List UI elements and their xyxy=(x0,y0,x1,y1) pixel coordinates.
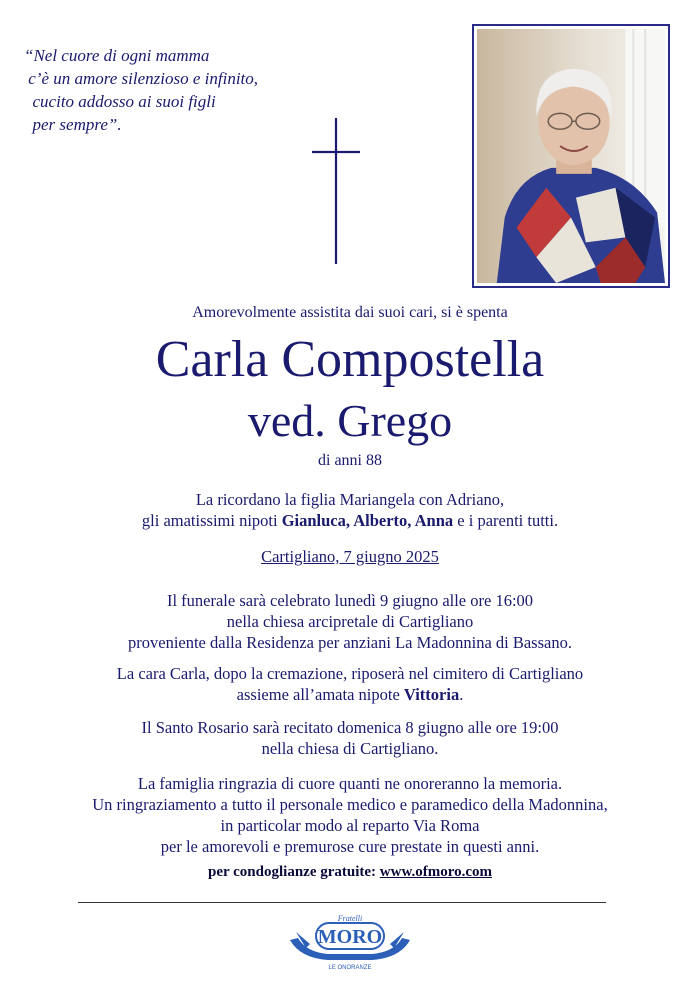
memorial-quote xyxy=(24,44,258,136)
quote-line: per sempre”. xyxy=(24,115,122,134)
thanks-text xyxy=(0,773,700,857)
granddaughter-name: Vittoria xyxy=(403,685,460,704)
thanks-line: La famiglia ringrazia di cuore quanti ne onoreranno la memoria. xyxy=(137,774,563,793)
thanks-line: per le amorevoli e premurose cure prestate in questi anni. xyxy=(160,837,540,856)
resting-info xyxy=(0,663,700,705)
rosary-info xyxy=(0,717,700,759)
logo-bottom-text: LE ONORANZE xyxy=(328,965,372,971)
condolences xyxy=(0,864,700,881)
portrait-image xyxy=(477,29,665,283)
deceased-age: di anni 88 xyxy=(318,452,382,469)
quote-line: c’è un amore silenzioso e infinito, xyxy=(24,69,259,88)
funeral-line: proveniente dalla Residenza per anziani La Madonnina di Bassano. xyxy=(128,633,572,652)
resting-line: assieme all’amata nipote Vittoria. xyxy=(236,685,464,704)
remembered-line: La ricordano la figlia Mariangela con Adriano, xyxy=(195,490,505,509)
intro-text: Amorevolmente assistita dai suoi cari, si è spenta xyxy=(192,304,508,321)
thanks-line: Un ringraziamento a tutto il personale medico e paramedico della Madonnina, xyxy=(92,795,608,814)
portrait-photo xyxy=(472,24,670,288)
deceased-name: Carla Compostella xyxy=(155,331,545,388)
place-date: Cartigliano, 7 giugno 2025 xyxy=(261,547,439,566)
rosary-line: Il Santo Rosario sarà recitato domenica 8 giugno alle ore 19:00 xyxy=(141,718,559,737)
fratelli-moro-logo xyxy=(288,910,412,972)
grandchildren-names: Gianluca, Alberto, Anna xyxy=(281,511,454,530)
divider xyxy=(78,902,606,903)
resting-line: La cara Carla, dopo la cremazione, riposerà nel cimitero di Cartigliano xyxy=(116,664,584,683)
logo-brand-text: MORO xyxy=(317,926,383,948)
quote-line: “Nel cuore di ogni mamma xyxy=(24,46,210,65)
cross-icon xyxy=(312,118,360,264)
thanks-line: in particolar modo al reparto Via Roma xyxy=(220,816,480,835)
funeral-info xyxy=(0,590,700,653)
remembered-line: gli amatissimi nipoti Gianluca, Alberto, Anna e i parenti tutti. xyxy=(141,511,559,530)
logo-top-text: Fratelli xyxy=(337,914,363,923)
condolences-label: per condoglianze gratuite: xyxy=(208,864,380,880)
widow-of: ved. Grego xyxy=(247,395,453,446)
rosary-line: nella chiesa di Cartigliano. xyxy=(261,739,439,758)
remembered-by xyxy=(0,489,700,531)
funeral-line: Il funerale sarà celebrato lunedì 9 giugno alle ore 16:00 xyxy=(166,591,534,610)
funeral-line: nella chiesa arcipretale di Cartigliano xyxy=(226,612,474,631)
condolences-link[interactable]: www.ofmoro.com xyxy=(379,864,492,880)
quote-line: cucito addosso ai suoi figli xyxy=(24,92,216,111)
